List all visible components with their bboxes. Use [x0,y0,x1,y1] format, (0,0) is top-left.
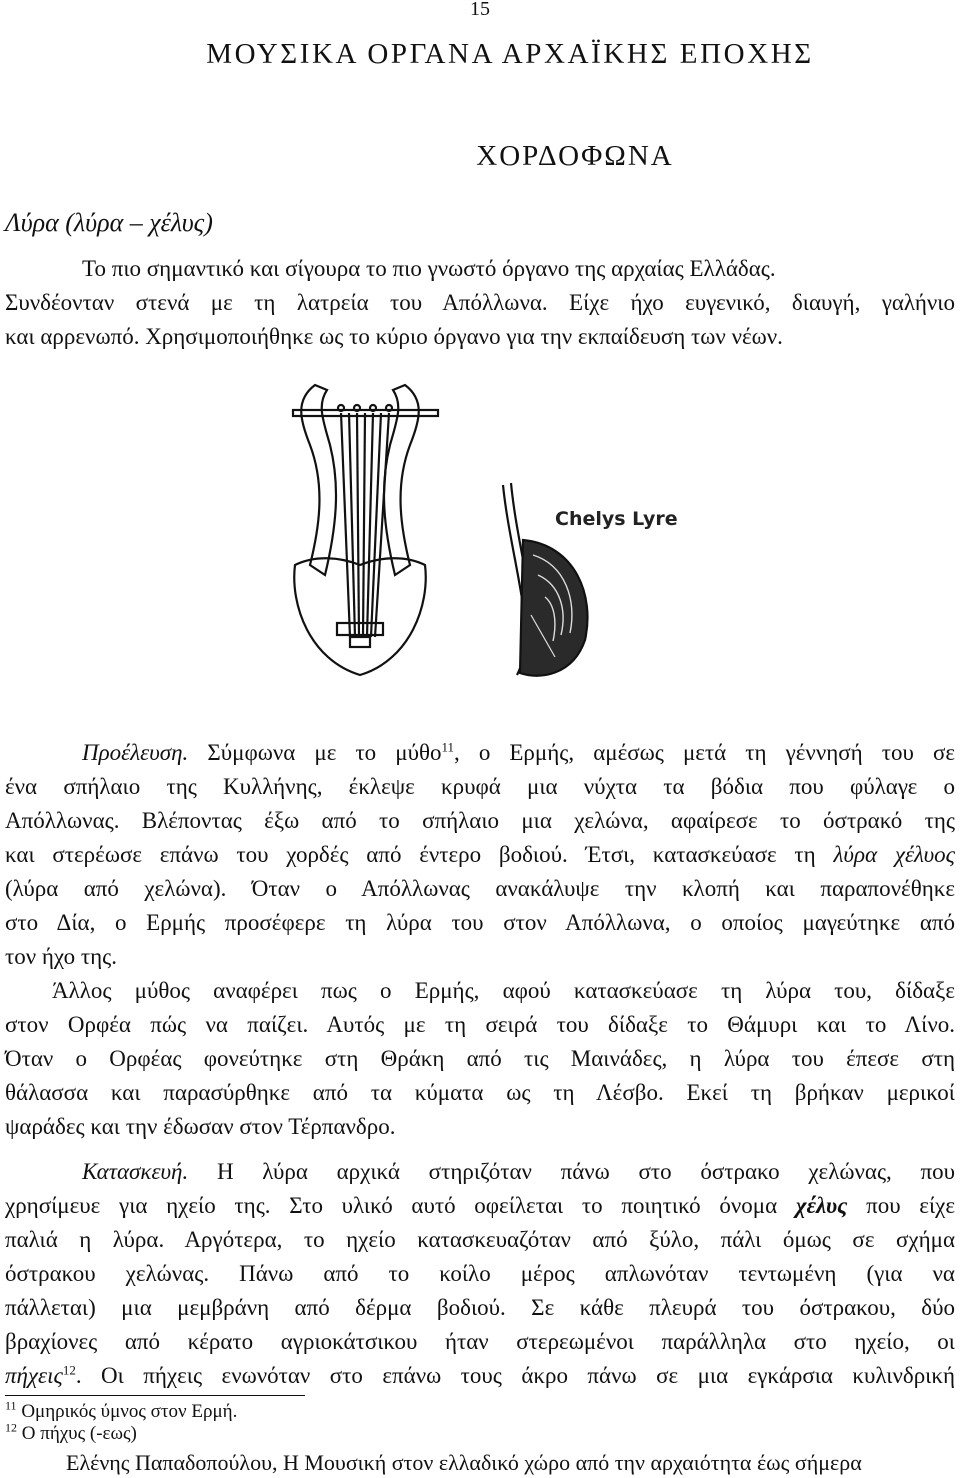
origin-line-9: στον Ορφέα πώς να παίζει. Αυτός με τη σειρά του δίδαξε το Θάμυρι και το Λίνο. [5,1012,955,1037]
footnote-11-text: Ομηρικός ύμνος στον Ερμή. [21,1401,238,1422]
construction-line-3: παλιά η λύρα. Αργότερα, το ηχείο κατασκευαζόταν από ξύλο, πάλι όμως σε σχήμα [5,1227,955,1252]
origin-line-6: στο Δία, ο Ερμής προσέφερε τη λύρα του στον Απόλλωνα, ο οποίος μαγεύτηκε από [5,910,955,935]
origin-line-3: Απόλλωνας. Βλέποντας έξω από το σπήλαιο μια χελώνα, αφαίρεσε το όστρακό της [5,808,955,833]
figure-caption: Chelys Lyre [555,508,678,530]
front-lyre-drawing [293,385,438,675]
origin-text-1: Σύμφωνα με το μύθο [207,740,442,765]
construction-text-2a: χρησίμευε για ηχείο της. Στο υλικό αυτό οφείλεται το ποιητικό όνομα [5,1193,778,1218]
origin-line-7: τον ήχο της. [5,944,118,969]
intro-line-3: και αρρενωπό. Χρησιμοποιήθηκε ως το κύριο όργανο για την εκπαίδευση των νέων. [5,324,783,349]
construction-line-7 [5,1359,955,1393]
origin-line-8: Άλλος μύθος αναφέρει πως ο Ερμής, αφού κατασκεύασε τη λύρα του, δίδαξε [52,978,955,1003]
origin-line-5: (λύρα από χελώνα). Όταν ο Απόλλωνας ανακάλυψε την κλοπή και παραπονέθηκε [5,876,955,901]
construction-text-1: Η λύρα αρχικά στηριζόταν πάνω στο όστρακο χελώνας, που [216,1159,956,1184]
footnote-divider [5,1395,305,1396]
intro-line-1: Το πιο σημαντικό και σίγουρα το πιο γνωστό όργανο της αρχαίας Ελλάδας. [82,256,776,281]
origin-line-10: Όταν ο Ορφέας φονεύτηκε στη Θράκη από τις Μαινάδες, η λύρα του έπεσε στη [5,1046,955,1071]
intro-line-2: Συνδέονταν στενά με τη λατρεία του Απόλλωνα. Είχε ήχο ευγενικό, διαυγή, γαλήνιο [5,290,955,315]
origin-label: Προέλευση. [82,740,189,765]
lyra-chelyos-term: λύρα χέλυος [833,842,955,867]
footnote-11 [5,1400,237,1424]
construction-label: Κατασκευή. [82,1159,189,1184]
construction-text-7b: . Οι πήχεις ενωνόταν στο επάνω τους άκρο πάνω σε μια εγκάρσια κυλινδρική [75,1363,955,1388]
origin-text-1b: , ο Ερμής, αμέσως μετά τη γέννησή του σε [454,740,955,765]
section-subtitle: ΧΟΡΔΟΦΩΝΑ [476,140,674,172]
footnote-11-number: 11 [5,1398,17,1413]
footnote-12-text: Ο πήχυς (-εως) [21,1423,137,1444]
footnote-12 [5,1422,137,1446]
chelys-term: χέλυς [795,1193,848,1218]
footnote-ref-12[interactable]: 12 [62,1362,76,1378]
section-heading: Λύρα (λύρα – χέλυς) [5,208,213,237]
construction-text-2c: που είχε [866,1193,956,1218]
lyre-figure [255,375,715,705]
page-number: 15 [470,0,490,20]
construction-line-6: βραχίονες από κέρατο αγριοκάτσικου ήταν στερεωμένοι παράλληλα στο ηχείο, οι [5,1329,955,1354]
origin-line-12: ψαράδες και την έδωσαν στον Τέρπανδρο. [5,1114,396,1139]
pecheis-term: πήχεις [5,1363,63,1388]
construction-line-5: πάλλεται) μια μεμβράνη από δέρμα βοδιού. Σε κάθε πλευρά του όστρακου, δύο [5,1295,955,1320]
page-footer: Ελένης Παπαδοπούλου, Η Μουσική στον ελλαδικό χώρο από την αρχαιότητα έως σήμερα [66,1450,862,1475]
construction-line-2 [5,1189,955,1223]
construction-line-4: όστρακου χελώνας. Πάνω από το κοίλο μέρος απλωνόταν τεντωμένη (για να [5,1261,955,1286]
origin-line-4 [5,838,955,872]
origin-line-1 [82,736,955,770]
origin-text-4a: και στερέωσε επάνω του χορδές από έντερο βοδιού. Έτσι, κατασκεύασε τη [5,842,816,867]
construction-line-1 [82,1155,955,1189]
chapter-title: ΜΟΥΣΙΚΑ ΟΡΓΑΝΑ ΑΡΧΑΪΚΗΣ ΕΠΟΧΗΣ [206,38,814,70]
origin-line-11: θάλασσα και παρασύρθηκε από τα κύματα ως τη Λέσβο. Εκεί τη βρήκαν μερικοί [5,1080,955,1105]
footnote-ref-11[interactable]: 11 [441,739,455,755]
footnote-12-number: 12 [5,1420,17,1435]
origin-line-2: ένα σπήλαιο της Κυλλήνης, έκλεψε κρυφά μια νύχτα τα βόδια που φύλαγε ο [5,774,955,799]
